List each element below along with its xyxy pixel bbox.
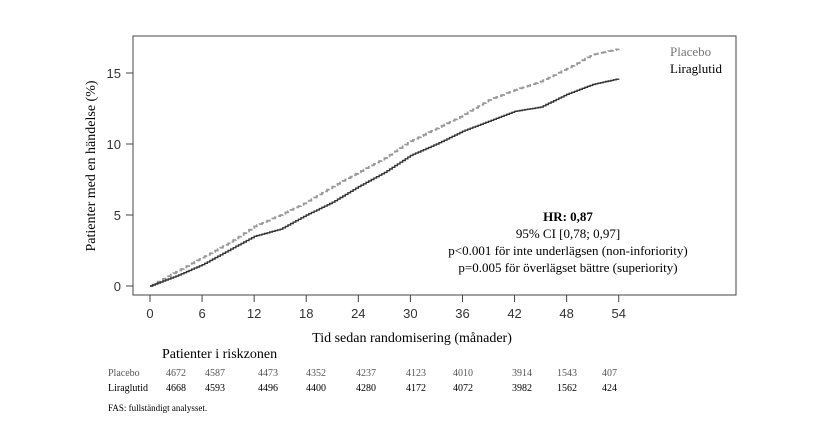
legend-label-liraglutid: Liraglutid	[670, 61, 722, 76]
x-tick-label: 48	[559, 306, 574, 321]
legend	[670, 44, 722, 76]
x-tick-label: 36	[455, 306, 470, 321]
risk-cell: 4668	[166, 383, 186, 394]
y-tick-label: 10	[106, 137, 121, 152]
risk-cell: 4010	[453, 368, 473, 379]
stats-line: HR: 0,87	[543, 209, 593, 224]
x-tick-label: 42	[507, 306, 522, 321]
x-tick-label: 12	[246, 306, 262, 321]
x-tick-label: 54	[611, 306, 626, 321]
stats-line: p<0.001 för inte underlägsen (non-inforiority)	[448, 243, 688, 258]
y-axis	[107, 66, 133, 294]
footnote: FAS: fullständigt analysset.	[108, 403, 208, 413]
risk-cell: 4587	[205, 368, 225, 379]
risk-cell: 4280	[356, 383, 376, 394]
risk-cell: 4593	[205, 383, 225, 394]
x-tick-label: 24	[351, 306, 366, 321]
stats-line: p=0.005 för överlägset bättre (superiority)	[458, 260, 678, 275]
stats-annotation	[448, 209, 687, 275]
risk-cell: 1543	[557, 368, 577, 379]
risk-cell: 4496	[258, 383, 278, 394]
risk-cell: 4072	[453, 383, 473, 394]
risk-row-label: Liraglutid	[108, 383, 148, 394]
legend-label-placebo: Placebo	[670, 44, 712, 59]
risk-cell: 424	[602, 383, 617, 394]
risk-cell: 4237	[356, 368, 376, 379]
y-axis-title: Patienter med en händelse (%)	[84, 80, 99, 252]
x-tick-label: 0	[146, 306, 154, 321]
risk-cell: 3982	[512, 383, 532, 394]
risk-cell: 4672	[166, 368, 186, 379]
x-tick-label: 6	[198, 306, 206, 321]
risk-cell: 1562	[557, 383, 577, 394]
risk-cell: 4400	[306, 383, 326, 394]
x-axis-title: Tid sedan randomisering (månader)	[312, 331, 512, 346]
risk-cell: 407	[602, 368, 617, 379]
x-tick-label: 18	[299, 306, 314, 321]
risk-cell: 3914	[512, 368, 532, 379]
risk-cell: 4172	[406, 383, 426, 394]
y-tick-label: 15	[106, 66, 121, 81]
risk-cell: 4473	[258, 368, 278, 379]
y-tick-label: 0	[113, 279, 121, 294]
risk-row-label: Placebo	[108, 368, 140, 379]
risk-cell: 4123	[406, 368, 426, 379]
x-tick-label: 30	[403, 306, 418, 321]
x-axis	[146, 295, 626, 321]
risk-cell: 4352	[306, 368, 326, 379]
risk-table-title: Patienter i riskzonen	[162, 347, 278, 362]
stats-line: 95% CI [0,78; 0,97]	[515, 226, 621, 241]
y-tick-label: 5	[113, 208, 121, 223]
